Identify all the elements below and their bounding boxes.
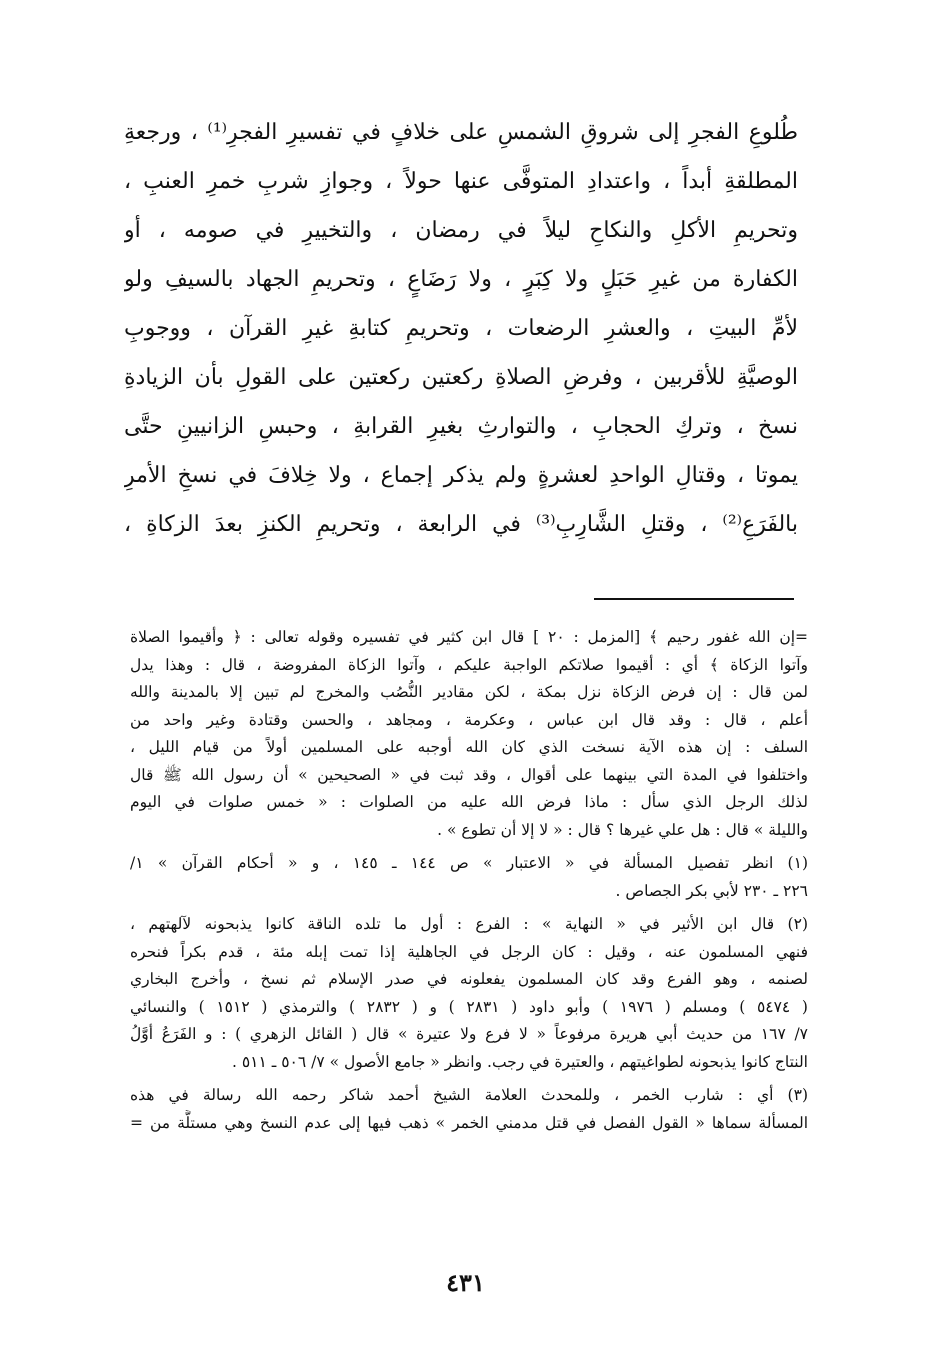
main-text [124, 108, 798, 549]
footnote-line: فنهي المسلمون عنه ، وقيل : كان الرجل في الجاهلية إذا تمت إبله مئة ، قدم بكراً فنحره [130, 942, 808, 961]
footnote-1 [130, 850, 808, 905]
footnote-line: لمن قال : إن فرض الزكاة نزل بمكة ، لكن مقادير النُّصُب والمخرج لم تبين إلا بالمدينة والله [130, 683, 808, 701]
footnote-separator [594, 598, 794, 600]
footnote-line: وآتوا الزكاة ﴾ أي : أقيموا صلاتكم الواجبة عليكم ، وآتوا الزكاة المفروضة ، قال : وهذا يدل [130, 655, 808, 674]
footnote-3 [130, 1082, 808, 1137]
footnote-line: المسألة سماها « القول الفصل في قتل مدمني الخمر » ذهب فيها إلى عدم النسخ وهي مستلَّة من = [130, 1113, 808, 1132]
main-line-2: المطلقةِ أبداً ، واعتدادِ المتوفَّى عنها حولاً ، وجوازِ شربِ خمرِ العنبِ ، [124, 169, 798, 194]
main-line-4: الكفارة من غيرِ حَبَلٍ ولا كِبَرٍ ، ولا رَضَاعٍ ، وتحريمِ الجهاد بالسيفِ ولو [124, 267, 798, 292]
main-line-3: وتحريمِ الأكلِ والنكاحِ ليلاً في رمضان ، والتخييرِ في صومه ، أو [124, 218, 798, 243]
page-number: ٤٣١ [446, 1268, 485, 1297]
main-line-1: طُلوعِ الفجرِ إلى شروقِ الشمسِ على خلافٍ في تفسيرِ الفجرِ⁽¹⁾ ، ورجعةِ [124, 120, 798, 145]
footnote-line: (٢) قال ابن الأثير في « النهاية » : الفرع : أول ما تلده الناقة كانوا يذبحونه لآلهتهم ، [130, 915, 808, 933]
main-line-9: بالفَرَعِ⁽²⁾ ، وقتلِ الشَّارِبِ⁽³⁾ في الرابعة ، وتحريمِ الكنزِ بعدَ الزكاةِ ، [124, 512, 798, 537]
main-line-8: يموتا ، وقتالِ الواحدِ لعشرةٍ ولم يذكر إجماع ، ولا خِلافَ في نسخِ الأمرِ [124, 463, 798, 488]
footnote-2 [130, 911, 808, 1076]
main-line-5: لأمِّ البيتِ ، والعشرِ الرضعات ، وتحريمِ كتابةِ غيرِ القرآن ، ووجوبِ [124, 316, 798, 341]
footnote-line: أعلم ، قال : وقد قال ابن عباس ، وعكرمة ، ومجاهد ، والحسن وقتادة وغير واحد من [130, 710, 808, 729]
footnote-line: (١) انظر تفصيل المسألة في « الاعتبار » ص ١٤٤ ـ ١٤٥ ، و « أحكام القرآن » ١/ [130, 854, 808, 872]
footnote-line: واختلفوا في المدة التي بينهما على أقوال ، وقد ثبت في « الصحيحين » أن رسول الله ﷺ قال [130, 765, 808, 784]
footnote-line: السلف : إن هذه الآية نسخت الذي كان الله أوجبه على المسلمين أولاً من قيام الليل ، [130, 738, 808, 756]
footnote-continuation [130, 624, 808, 844]
footnote-line: =إن الله غفور رحيم ﴾ [المزمل : ٢٠ ] قال ابن كثير في تفسيره وقوله تعالى : ﴿ وأقيموا الصلاة [130, 628, 808, 646]
footnote-line: لذلك الرجل الذي سأل : ماذا فرض الله عليه من الصلوات : « خمس صلوات في اليوم [130, 793, 808, 811]
footnote-line: لصنمه ، وهو الفرع وقد كان المسلمون يفعلونه في صدر الإسلام ثم نسخ ، وأخرج البخاري [130, 970, 808, 988]
main-line-6: الوصيَّةِ للأقربين ، وفرضِ الصلاةِ ركعتين ركعتين على القولِ بأن الزيادةِ [124, 365, 798, 390]
footnote-line: (٣) أي : شارب الخمر ، وللمحدث العلامة الشيخ أحمد شاكر رحمه الله رسالة في هذه [130, 1086, 808, 1104]
footnote-line: ٢٢٦ ـ ٢٣٠ لأبي بكر الجصاص . [615, 881, 808, 900]
footnotes [130, 624, 808, 1137]
footnote-line: النتاج كانوا يذبحونه لطواغيتهم ، والعتيرة في رجب. وانظر « جامع الأصول » ٧/ ٥٠٦ ـ ٥١١ . [231, 1052, 808, 1071]
footnote-line: ٧/ ١٦٧ من حديث أبي هريرة مرفوعاً « لا فرع ولا عتيرة » قال ( القائل الزهري ) : و الفَرَعُ أوَّلُ [130, 1025, 808, 1043]
main-line-7: نسخ ، وتركِ الحجابِ ، والتوارثِ بغيرِ القرابةِ ، وحبسِ الزانيينِ حتَّى [124, 414, 798, 439]
footnote-line: والليلة » قال : هل علي غيرها ؟ قال : « لا إلا أن تطوع » . [437, 820, 808, 839]
footnote-line: ( ٥٤٧٤ ) ومسلم ( ١٩٧٦ ) وأبو داود ( ٢٨٣١ ) و ( ٢٨٣٢ ) والترمذي ( ١٥١٢ ) والنسائي [130, 997, 808, 1016]
